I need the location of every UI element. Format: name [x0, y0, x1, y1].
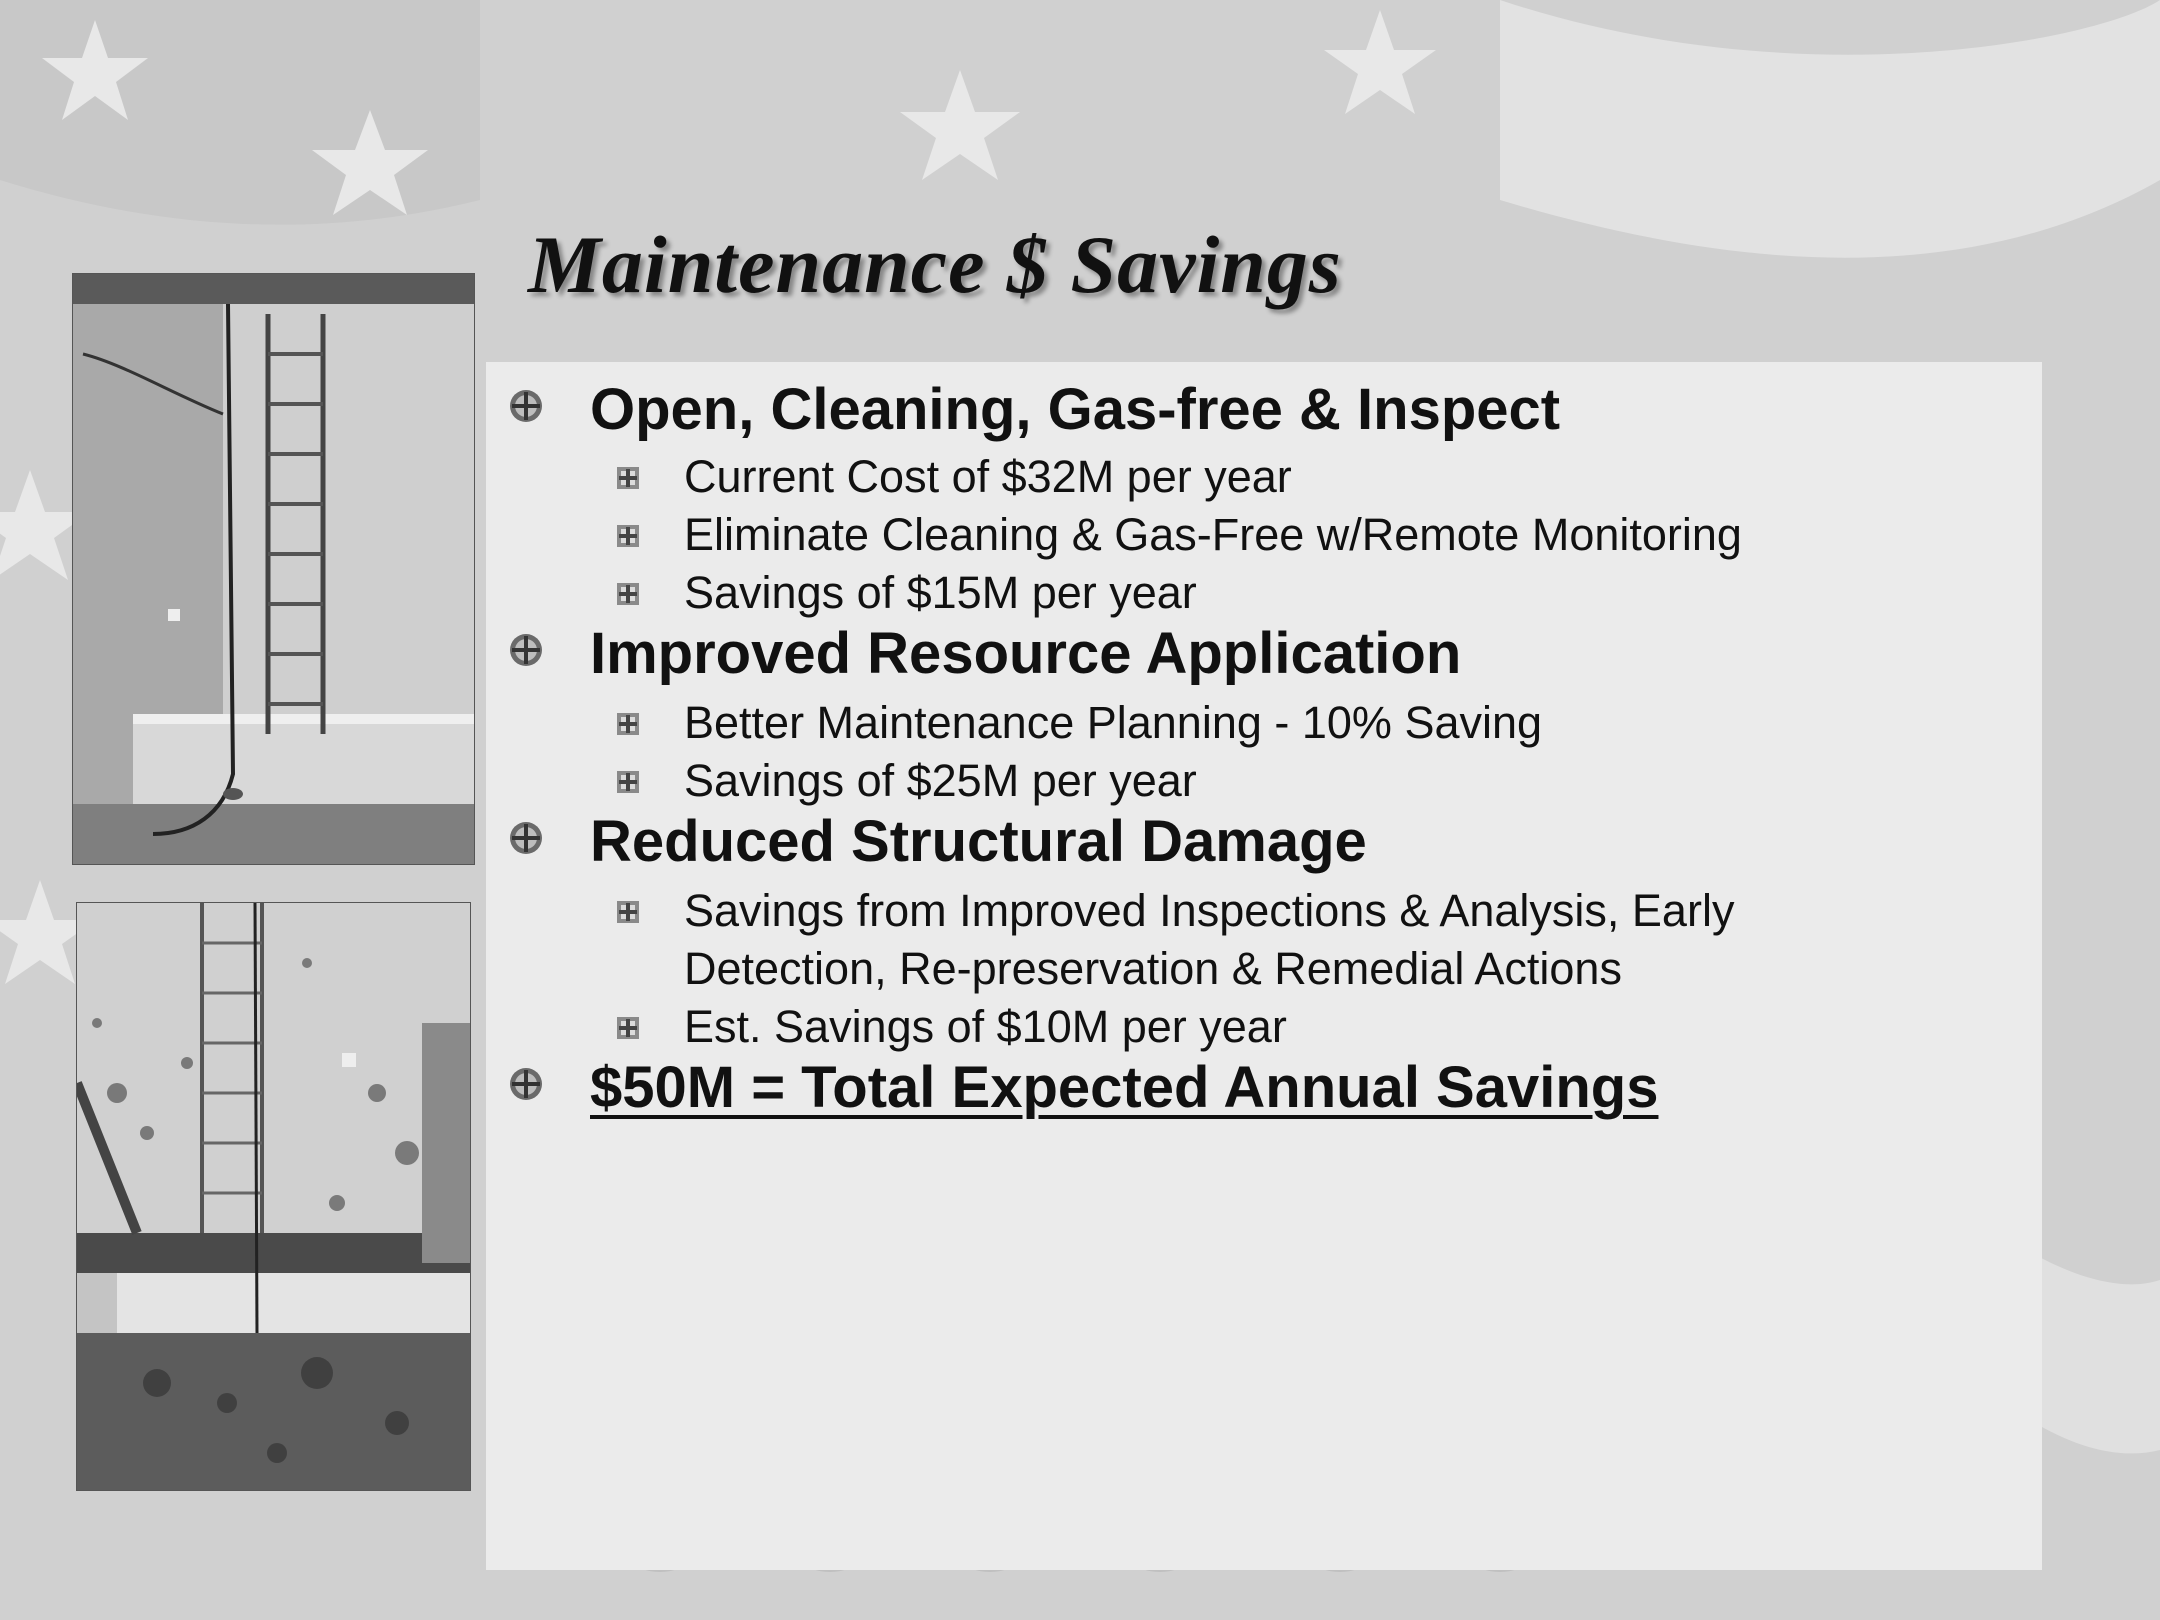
- square-bullet-icon: [616, 524, 640, 548]
- square-bullet-icon: [616, 900, 640, 924]
- sub-savings-inspections-line1: Savings from Improved Inspections & Analysis, Early: [684, 885, 1735, 936]
- square-bullet-icon: [616, 582, 640, 606]
- bullet-total-savings: $50M = Total Expected Annual Savings: [590, 1055, 1659, 1120]
- round-bullet-icon: [508, 820, 544, 856]
- sub-current-cost: Current Cost of $32M per year: [684, 451, 1292, 502]
- square-bullet-icon: [616, 1016, 640, 1040]
- sub-savings-15m: Savings of $15M per year: [684, 567, 1197, 618]
- square-bullet-icon: [616, 466, 640, 490]
- round-bullet-icon: [508, 1066, 544, 1102]
- bullet-open-cleaning: Open, Cleaning, Gas-free & Inspect: [590, 377, 1561, 442]
- bullet-reduced-damage: Reduced Structural Damage: [590, 809, 1367, 874]
- sub-savings-25m: Savings of $25M per year: [684, 755, 1197, 806]
- sub-savings-inspections-line2: Detection, Re-preservation & Remedial Actions: [684, 943, 1622, 994]
- tank-photo-clean: [72, 273, 475, 865]
- sub-est-savings-10m: Est. Savings of $10M per year: [684, 1001, 1287, 1052]
- sub-better-planning: Better Maintenance Planning - 10% Saving: [684, 697, 1543, 748]
- tank-photo-corroded: [76, 902, 471, 1491]
- content-panel: [486, 362, 2042, 1570]
- square-bullet-icon: [616, 770, 640, 794]
- slide-title: Maintenance $ Savings: [528, 219, 1342, 310]
- square-bullet-icon: [616, 712, 640, 736]
- round-bullet-icon: [508, 388, 544, 424]
- bullet-improved-resource: Improved Resource Application: [590, 621, 1462, 686]
- sub-eliminate-cleaning: Eliminate Cleaning & Gas-Free w/Remote Monitoring: [684, 509, 1742, 560]
- round-bullet-icon: [508, 632, 544, 668]
